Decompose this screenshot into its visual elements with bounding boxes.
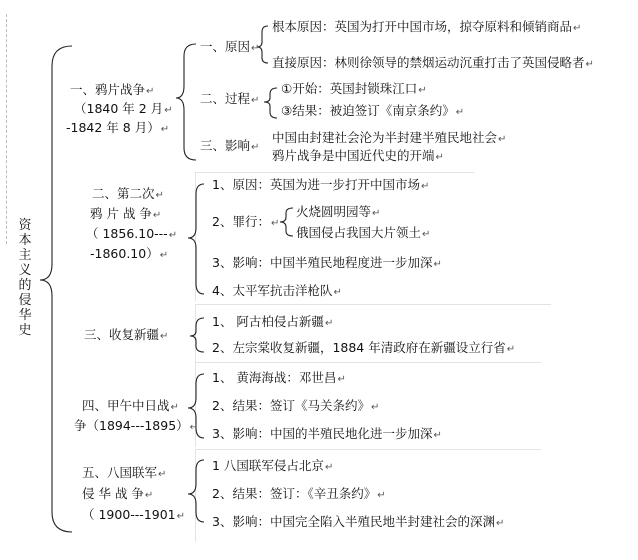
opium-process-start: ①开始：英国封锁珠江口↵ (281, 81, 427, 96)
second-war-crime-2: 俄国侵占我国大片领土↵ (296, 225, 431, 240)
return-mark: ↵ (176, 511, 186, 522)
second-war-brace (188, 184, 204, 294)
return-mark: ↵ (418, 85, 427, 96)
baguo-item-2: 2、结果：签订：《辛丑条约》↵ (212, 486, 386, 501)
return-mark: ↵ (324, 462, 334, 473)
return-mark: ↵ (270, 218, 280, 229)
baguo-item-3: 3、影响：中国完全陷入半殖民地半封建社会的深渊↵ (212, 514, 505, 529)
section-5-title-line-2: 侵 华 战 争↵ (82, 486, 154, 501)
section-1-title-line-2: （1840 年 2 月↵ (74, 101, 173, 116)
return-mark: ↵ (422, 229, 431, 240)
return-mark: ↵ (573, 23, 582, 34)
baguo-item-1: 1 八国联军侵占北京↵ (212, 458, 334, 473)
return-mark: ↵ (159, 250, 169, 261)
return-mark: ↵ (189, 422, 199, 433)
return-mark: ↵ (144, 490, 154, 501)
return-mark: ↵ (495, 518, 505, 529)
return-mark: ↵ (337, 374, 346, 385)
root-title: 资本主义的侵华史 (18, 218, 32, 338)
opium-impact-label: 三、影响↵ (200, 138, 260, 153)
opium-impact-1: 中国由封建社会沦为半封建半殖民地社会↵ (272, 130, 507, 145)
return-mark: ↵ (585, 59, 594, 70)
return-mark: ↵ (498, 134, 507, 145)
second-war-crime-1: 火烧圆明园等↵ (296, 204, 381, 219)
section-5-title-line-3: （ 1900---1901↵ (82, 507, 186, 522)
return-mark: ↵ (164, 105, 173, 116)
section-2-title-line-1: 二、第二次↵ (92, 186, 164, 201)
opium-impact-2: 鸦片战争是中国近代史的开端↵ (272, 148, 444, 163)
return-mark: ↵ (324, 318, 334, 329)
section-2-title-line-4: -1860.10）↵ (90, 246, 169, 261)
second-war-cause: 1、原因：英国为进一步打开中国市场↵ (212, 177, 430, 192)
return-mark: ↵ (433, 430, 442, 441)
opium-cause-label: 一、原因↵ (200, 39, 260, 54)
section-1-title-line-1: 一、鸦片战争↵ (70, 82, 155, 97)
jiawu-item-1: 1、 黄海海战：邓世昌↵ (212, 370, 346, 385)
return-mark: ↵ (251, 43, 260, 54)
opium-process-label: 二、过程↵ (200, 91, 260, 106)
section-3-title: 三、收复新疆↵ (84, 327, 169, 342)
return-mark: ↵ (433, 259, 442, 270)
section-2-title-line-3: （ 1856.10---↵ (86, 226, 178, 241)
return-mark: ↵ (372, 208, 381, 219)
return-mark: ↵ (160, 331, 169, 342)
second-war-crimes-label: 2、罪行：↵ (212, 214, 280, 229)
crimes-brace (280, 208, 293, 236)
xinjiang-item-2: 2、左宗棠收复新疆，1884 年清政府在新疆设立行省↵ (212, 340, 516, 355)
opium-cause-direct: 直接原因：林则徐领导的禁烟运动沉重打击了英国侵略者↵ (272, 55, 594, 70)
section-2-title-line-2: 鸦 片 战 争↵ (90, 206, 162, 221)
return-mark: ↵ (420, 181, 430, 192)
section-1-title-line-3: -1842 年 8 月）↵ (66, 120, 170, 135)
return-mark: ↵ (370, 402, 380, 413)
return-mark: ↵ (333, 287, 342, 298)
return-mark: ↵ (146, 86, 155, 97)
return-mark: ↵ (155, 190, 164, 201)
xinjiang-brace (190, 318, 204, 352)
section-4-title-line-2: 争（1894---1895）↵ (74, 418, 199, 433)
return-mark: ↵ (168, 230, 178, 241)
second-war-impact: 3、影响：中国半殖民地程度进一步加深↵ (212, 255, 442, 270)
jiawu-item-2: 2、结果：签订《马关条约》↵ (212, 398, 380, 413)
second-war-taiping: 4、太平军抗击洋枪队↵ (212, 283, 342, 298)
return-mark: ↵ (377, 490, 386, 501)
return-mark: ↵ (251, 142, 260, 153)
return-mark: ↵ (158, 469, 167, 480)
return-mark: ↵ (251, 95, 260, 106)
baguo-brace (188, 460, 204, 522)
xinjiang-item-1: 1、 阿古柏侵占新疆↵ (212, 314, 334, 329)
return-mark: ↵ (160, 124, 170, 135)
section-5-title-line-1: 五、八国联军↵ (82, 465, 167, 480)
root-brace (40, 46, 72, 532)
opium-brace (176, 44, 196, 160)
process-brace (264, 88, 277, 118)
opium-process-result: ③结果：被迫签订《南京条约》↵ (281, 103, 465, 118)
opium-cause-root: 根本原因：英国为打开中国市场，掠夺原料和倾销商品↵ (272, 19, 582, 34)
return-mark: ↵ (435, 152, 444, 163)
return-mark: ↵ (152, 210, 162, 221)
return-mark: ↵ (170, 402, 179, 413)
return-mark: ↵ (506, 344, 516, 355)
section-4-title-line-1: 四、甲午中日战↵ (82, 398, 179, 413)
return-mark: ↵ (455, 107, 465, 118)
jiawu-item-3: 3、影响：中国的半殖民地化进一步加深↵ (212, 426, 442, 441)
